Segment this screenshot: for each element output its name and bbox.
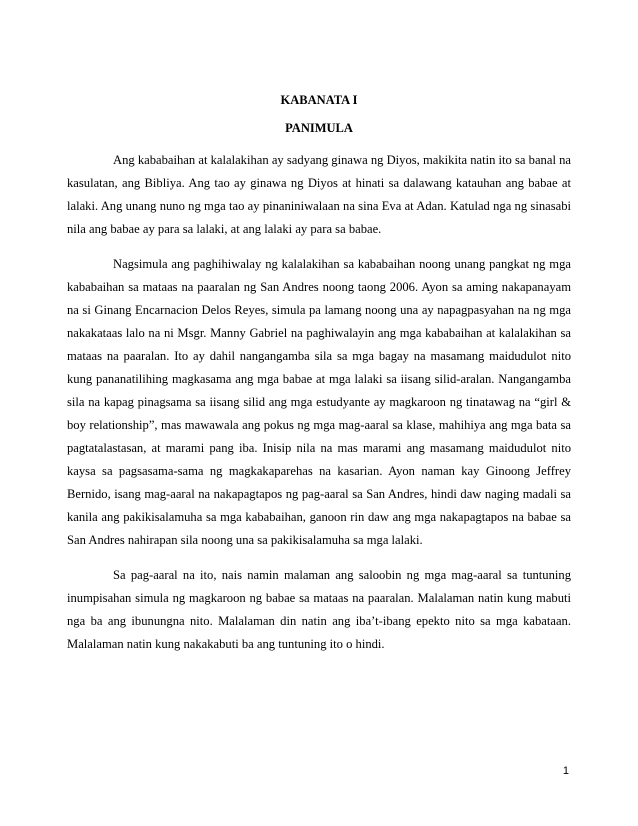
paragraph-3: Sa pag-aaral na ito, nais namin malaman ang saloobin ng mga mag-aaral sa tuntuning inumpisahan simula ng magkaroon ng babae sa mataas na paaralan. Malalaman natin kung mabuti nga ba ang ibunungna nito. Malalaman din natin ang iba’t-ibang epekto nito sa mga kabataan. Malalaman natin kung nakakabuti ba ang tuntuning ito o hindi. bbox=[67, 568, 571, 651]
page-number: 1 bbox=[562, 765, 569, 777]
paragraph-2: Nagsimula ang paghihiwalay ng kalalakihan sa kababaihan noong unang pangkat ng mga kababaihan sa mataas na paaralan ng San Andres noong taong 2006. Ayon sa aming nakapanayam na si Ginang Encarnacion Delos Reyes, simula pa lamang noong una ay napagpasyahan na ng mga nakakataas lalo na ni Msgr. Manny Gabriel na paghiwalayin ang mga kababaihan at kalalakihan sa mataas na paaralan. Ito ay dahil nangangamba sila sa mga bagay na masamang maidudulot nito kung pananatilihing magkasama ang mga babae at mga lalaki sa iisang silid-aralan. Nangangamba sila na kapag pinagsama sa iisang silid ang mga estudyante ay magkaroon ng tinatawag na “girl & boy relationship”, mas mawawala ang pokus ng mga mag-aaral sa klase, mahihiya ang mga bata sa pagtatalastasan, at marami pang iba. Inisip nila na mas marami ang masamang maidudulot nito kaysa sa pagsasama-sama ng magkakaparehas na kasarian. Ayon naman kay Ginoong Jeffrey Bernido, isang mag-aaral na nakapagtapos ng pag-aaral sa San Andres, hindi daw naging madali sa kanila ang pakikisalamuha sa mga kababaihan, ganoon rin daw ang mga nakapagtapos na babae sa San Andres nahirapan sila noong una sa pakikisalamuha sa mga lalaki. bbox=[67, 257, 571, 547]
chapter-heading: KABANATA I bbox=[280, 93, 358, 107]
paragraph-1: Ang kababaihan at kalalakihan ay sadyang ginawa ng Diyos, makikita natin ito sa banal na kasulatan, ang Bibliya. Ang tao ay ginawa ng Diyos at hinati sa dalawang katauhan ang babae at lalaki. Ang unang nuno ng mga tao ay pinaniniwalaan na sina Eva at Adan. Katulad nga ng sinasabi nila ang babae ay para sa lalaki, at ang lalaki ay para sa babae. bbox=[67, 153, 571, 236]
chapter-title: PANIMULA bbox=[285, 121, 353, 135]
body-text bbox=[67, 149, 571, 668]
